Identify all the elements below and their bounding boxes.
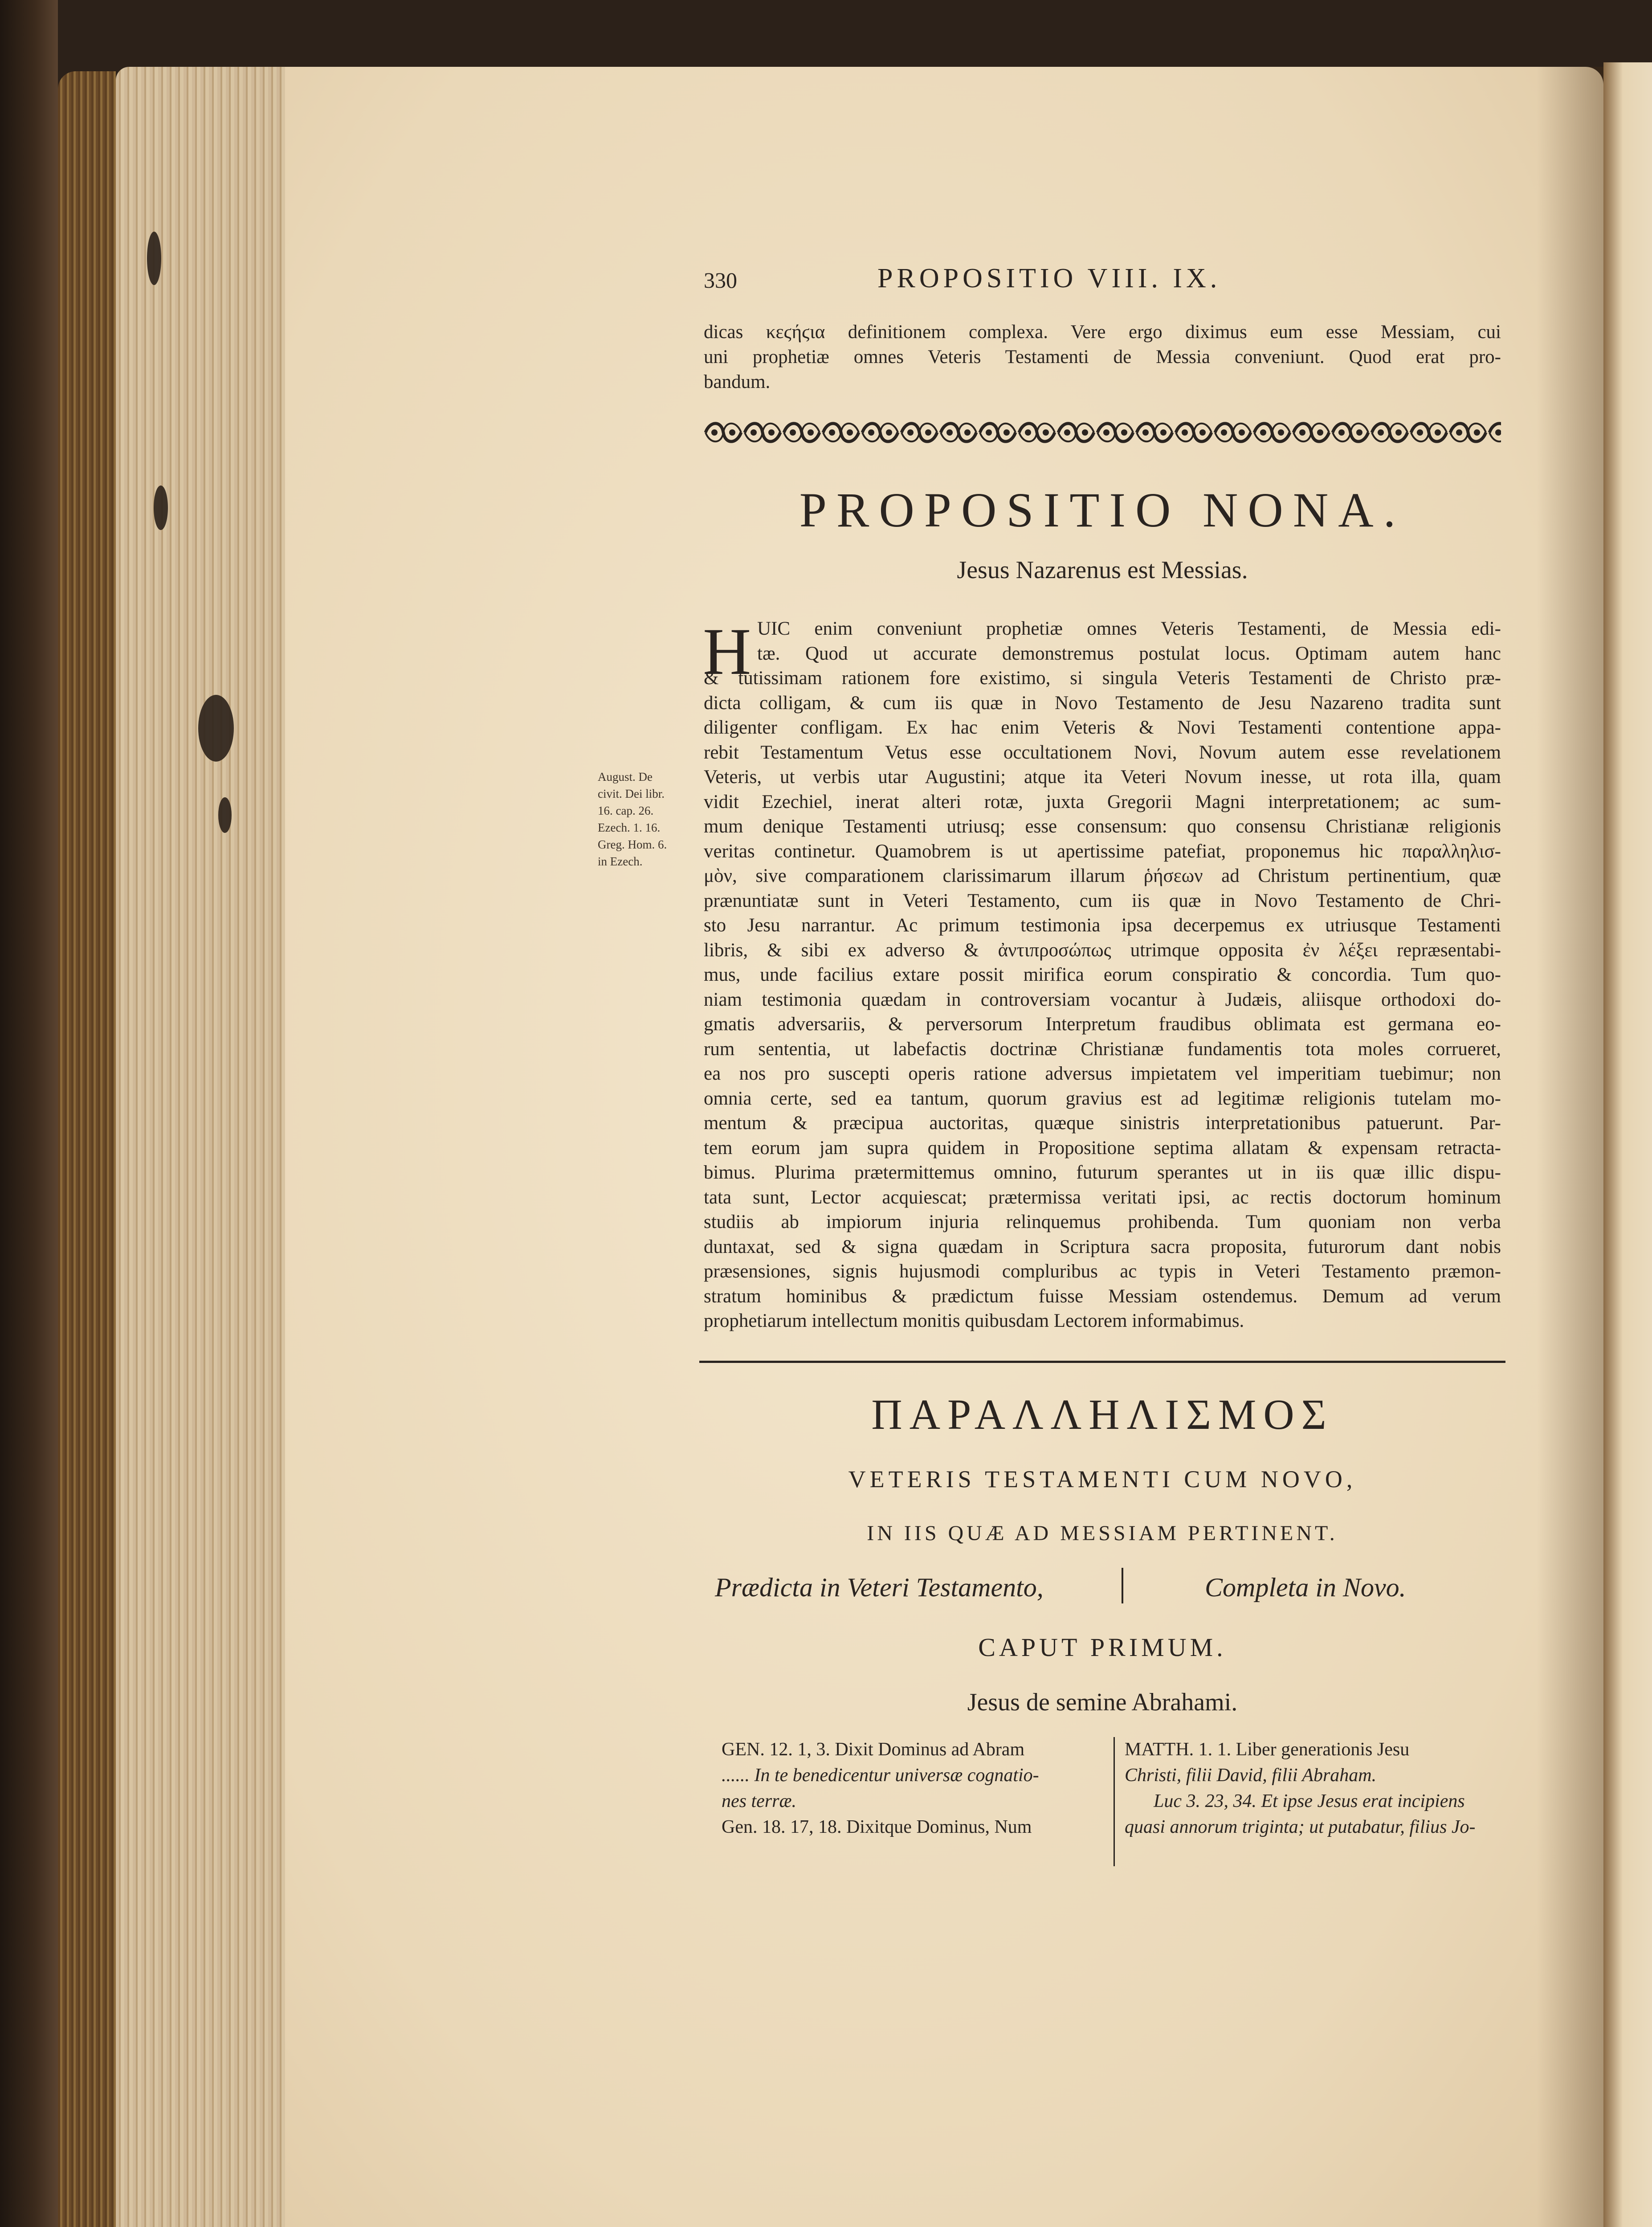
right-column-line: Luc 3. 23, 34. Et ipse Jesus erat incipiens xyxy=(1154,1791,1465,1811)
book-spine-edge xyxy=(58,71,116,2227)
label-divider xyxy=(1122,1568,1123,1603)
body-line: prænuntiatæ sunt in Veteri Testamento, cum iis quæ in Novo Testamento de Chri- xyxy=(704,890,1501,911)
right-column-line: MATTH. 1. 1. Liber generationis Jesu xyxy=(1125,1739,1410,1760)
left-column-line: ...... In te benedicentur universæ cognatio- xyxy=(722,1765,1039,1786)
text-line: dicas κεϛήϛια definitionem complexa. Vere ergo diximus eum esse Messiam, cui xyxy=(704,322,1501,343)
left-column-line: GEN. 12. 1, 3. Dixit Dominus ad Abram xyxy=(722,1739,1025,1760)
section-line-2: IN IIS QUÆ AD MESSIAM PERTINENT. xyxy=(867,1521,1338,1545)
page-stack-fore-edge xyxy=(116,67,290,2227)
body-line: rum sententia, ut labefactis doctrinæ Christianæ fundamentis tota moles corrueret, xyxy=(704,1038,1501,1060)
running-head-title: PROPOSITIO VIII. IX. xyxy=(877,263,1221,294)
page-number: 330 xyxy=(704,268,737,293)
ink-stain xyxy=(154,485,168,530)
body-line: ea nos pro suscepti operis ratione adversus impietatem vel imperitiam tuebimur; non xyxy=(704,1063,1501,1084)
body-line: rebit Testamentum Vetus esse occultationem Novi, Novum autem esse revelationem xyxy=(704,742,1501,763)
facing-page-edge xyxy=(1603,62,1652,2227)
body-line: UIC enim conveniunt prophetiæ omnes Veteris Testamenti, de Messia edi- xyxy=(757,618,1501,639)
left-column-label: Prædicta in Veteri Testamento, xyxy=(715,1573,1044,1602)
body-line: & tutissimam rationem fore existimo, si singula Veteris Testamenti de Christo præ- xyxy=(704,668,1501,689)
body-line: libris, & sibi ex adverso & ἀντιπροσώπως utrimque opposita ἐν λέξει repræsentabi- xyxy=(704,939,1501,961)
drop-cap: H xyxy=(703,615,751,689)
body-line: Veteris, ut verbis utar Augustini; atque ita Veteri Novum inesse, ut rota illa, quam xyxy=(704,767,1501,787)
margin-note: civit. Dei libr. xyxy=(598,787,665,800)
body-line: dicta colligam, & cum iis quæ in Novo Testamento de Jesu Nazareno tradita sunt xyxy=(704,692,1501,714)
right-column-line: quasi annorum triginta; ut putabatur, filius Jo- xyxy=(1125,1817,1476,1837)
body-line: vidit Ezechiel, inerat alteri rotæ, juxta Gregorii Magni interpretationem; ac sum- xyxy=(704,791,1501,812)
body-line: studiis ab impiorum injuria relinquemus prohibenda. Tum quoniam non verba xyxy=(704,1211,1501,1232)
body-line: præsensiones, signis hujusmodi compluribus ac typis in Veteri Testamento præmon- xyxy=(704,1261,1501,1282)
proposition-subtitle: Jesus Nazarenus est Messias. xyxy=(957,556,1248,584)
body-line: diligenter confligam. Ex hac enim Veteris & Novi Testamenti contentione appa- xyxy=(704,717,1501,738)
margin-note: in Ezech. xyxy=(598,855,643,868)
column-divider xyxy=(1114,1737,1115,1866)
left-column-line: Gen. 18. 17, 18. Dixitque Dominus, Num xyxy=(722,1817,1032,1837)
proposition-title: PROPOSITIO NONA. xyxy=(799,483,1406,537)
text-line: uni prophetiæ omnes Veteris Testamenti de Messia conveniunt. Quod erat pro- xyxy=(704,347,1501,367)
text-line: bandum. xyxy=(704,371,771,392)
body-line: stratum hominibus & prædictum fuisse Messiam ostendemus. Demum ad verum xyxy=(704,1285,1501,1307)
chapter-subtitle: Jesus de semine Abrahami. xyxy=(967,1689,1238,1716)
right-column-label: Completa in Novo. xyxy=(1205,1573,1406,1602)
body-line: niam testimonia quædam in controversiam vocantur à Judæis, aliisque orthodoxi do- xyxy=(704,989,1501,1010)
margin-note: August. De xyxy=(598,770,653,783)
left-column-line: nes terræ. xyxy=(722,1791,796,1811)
right-column-line: Christi, filii David, filii Abraham. xyxy=(1125,1765,1377,1786)
section-divider xyxy=(699,1361,1505,1363)
body-line: tata sunt, Lector acquiescat; prætermissa veritati ipsi, ac rectis doctorum hominum xyxy=(704,1187,1501,1208)
body-line: veritas continetur. Quamobrem is ut apertissime patefiat, proponemus hic παραλληλισ- xyxy=(704,840,1501,862)
ink-stain xyxy=(198,695,234,762)
body-line: mus, unde facilius extare possit mirifica eorum conspiratio & concordia. Tum quo- xyxy=(704,964,1501,985)
body-line: μὸν, sive comparationem clarissimarum illarum ῥήσεων ad Christum pertinentium, quæ xyxy=(704,865,1501,886)
book-cover-left xyxy=(0,0,58,2227)
margin-note: Ezech. 1. 16. xyxy=(598,821,661,834)
margin-note: Greg. Hom. 6. xyxy=(598,838,667,851)
chapter-title: CAPUT PRIMUM. xyxy=(978,1633,1227,1662)
section-line-1: VETERIS TESTAMENTI CUM NOVO, xyxy=(848,1466,1357,1493)
body-line: mum denique Testamenti utriusq; esse consensum: quo consensu Christianæ religionis xyxy=(704,816,1501,837)
ornamental-band xyxy=(704,418,1501,447)
body-line: duntaxat, sed & signa quædam in Scriptura sacra proposita, futurorum dant nobis xyxy=(704,1236,1501,1257)
ink-stain xyxy=(147,232,161,285)
body-line: tem eorum jam supra quidem in Propositione septima allatam & expensam retracta- xyxy=(704,1137,1501,1158)
greek-section-title: ΠΑΡΑΛΛΗΛΙΣΜΟΣ xyxy=(871,1391,1334,1438)
body-line: omnia certe, sed ea tantum, quorum gravius est ad legitimæ religionis tutelam mo- xyxy=(704,1088,1501,1109)
body-line: gmatis adversariis, & perversorum Interpretum fraudibus oblimata est germana eo- xyxy=(704,1014,1501,1035)
running-head xyxy=(704,263,1501,298)
body-line: sto Jesu narrantur. Ac primum testimonia ipsa decerpemus ex utriusque Testamenti xyxy=(704,915,1501,936)
body-line: mentum & præcipua auctoritas, quæque sinistris interpretationibus patuerunt. Par- xyxy=(704,1113,1501,1134)
body-line: bimus. Plurima prætermittemus omnino, futurum sperantes ut in iis quæ illic dispu- xyxy=(704,1162,1501,1183)
ink-stain xyxy=(218,797,232,833)
body-line: prophetiarum intellectum monitis quibusdam Lectorem informabimus. xyxy=(704,1310,1244,1331)
body-line: tæ. Quod ut accurate demonstremus postulat locus. Optimam autem hanc xyxy=(757,643,1501,664)
page-gutter-shadow xyxy=(1537,67,1603,2227)
margin-note: 16. cap. 26. xyxy=(598,804,654,817)
